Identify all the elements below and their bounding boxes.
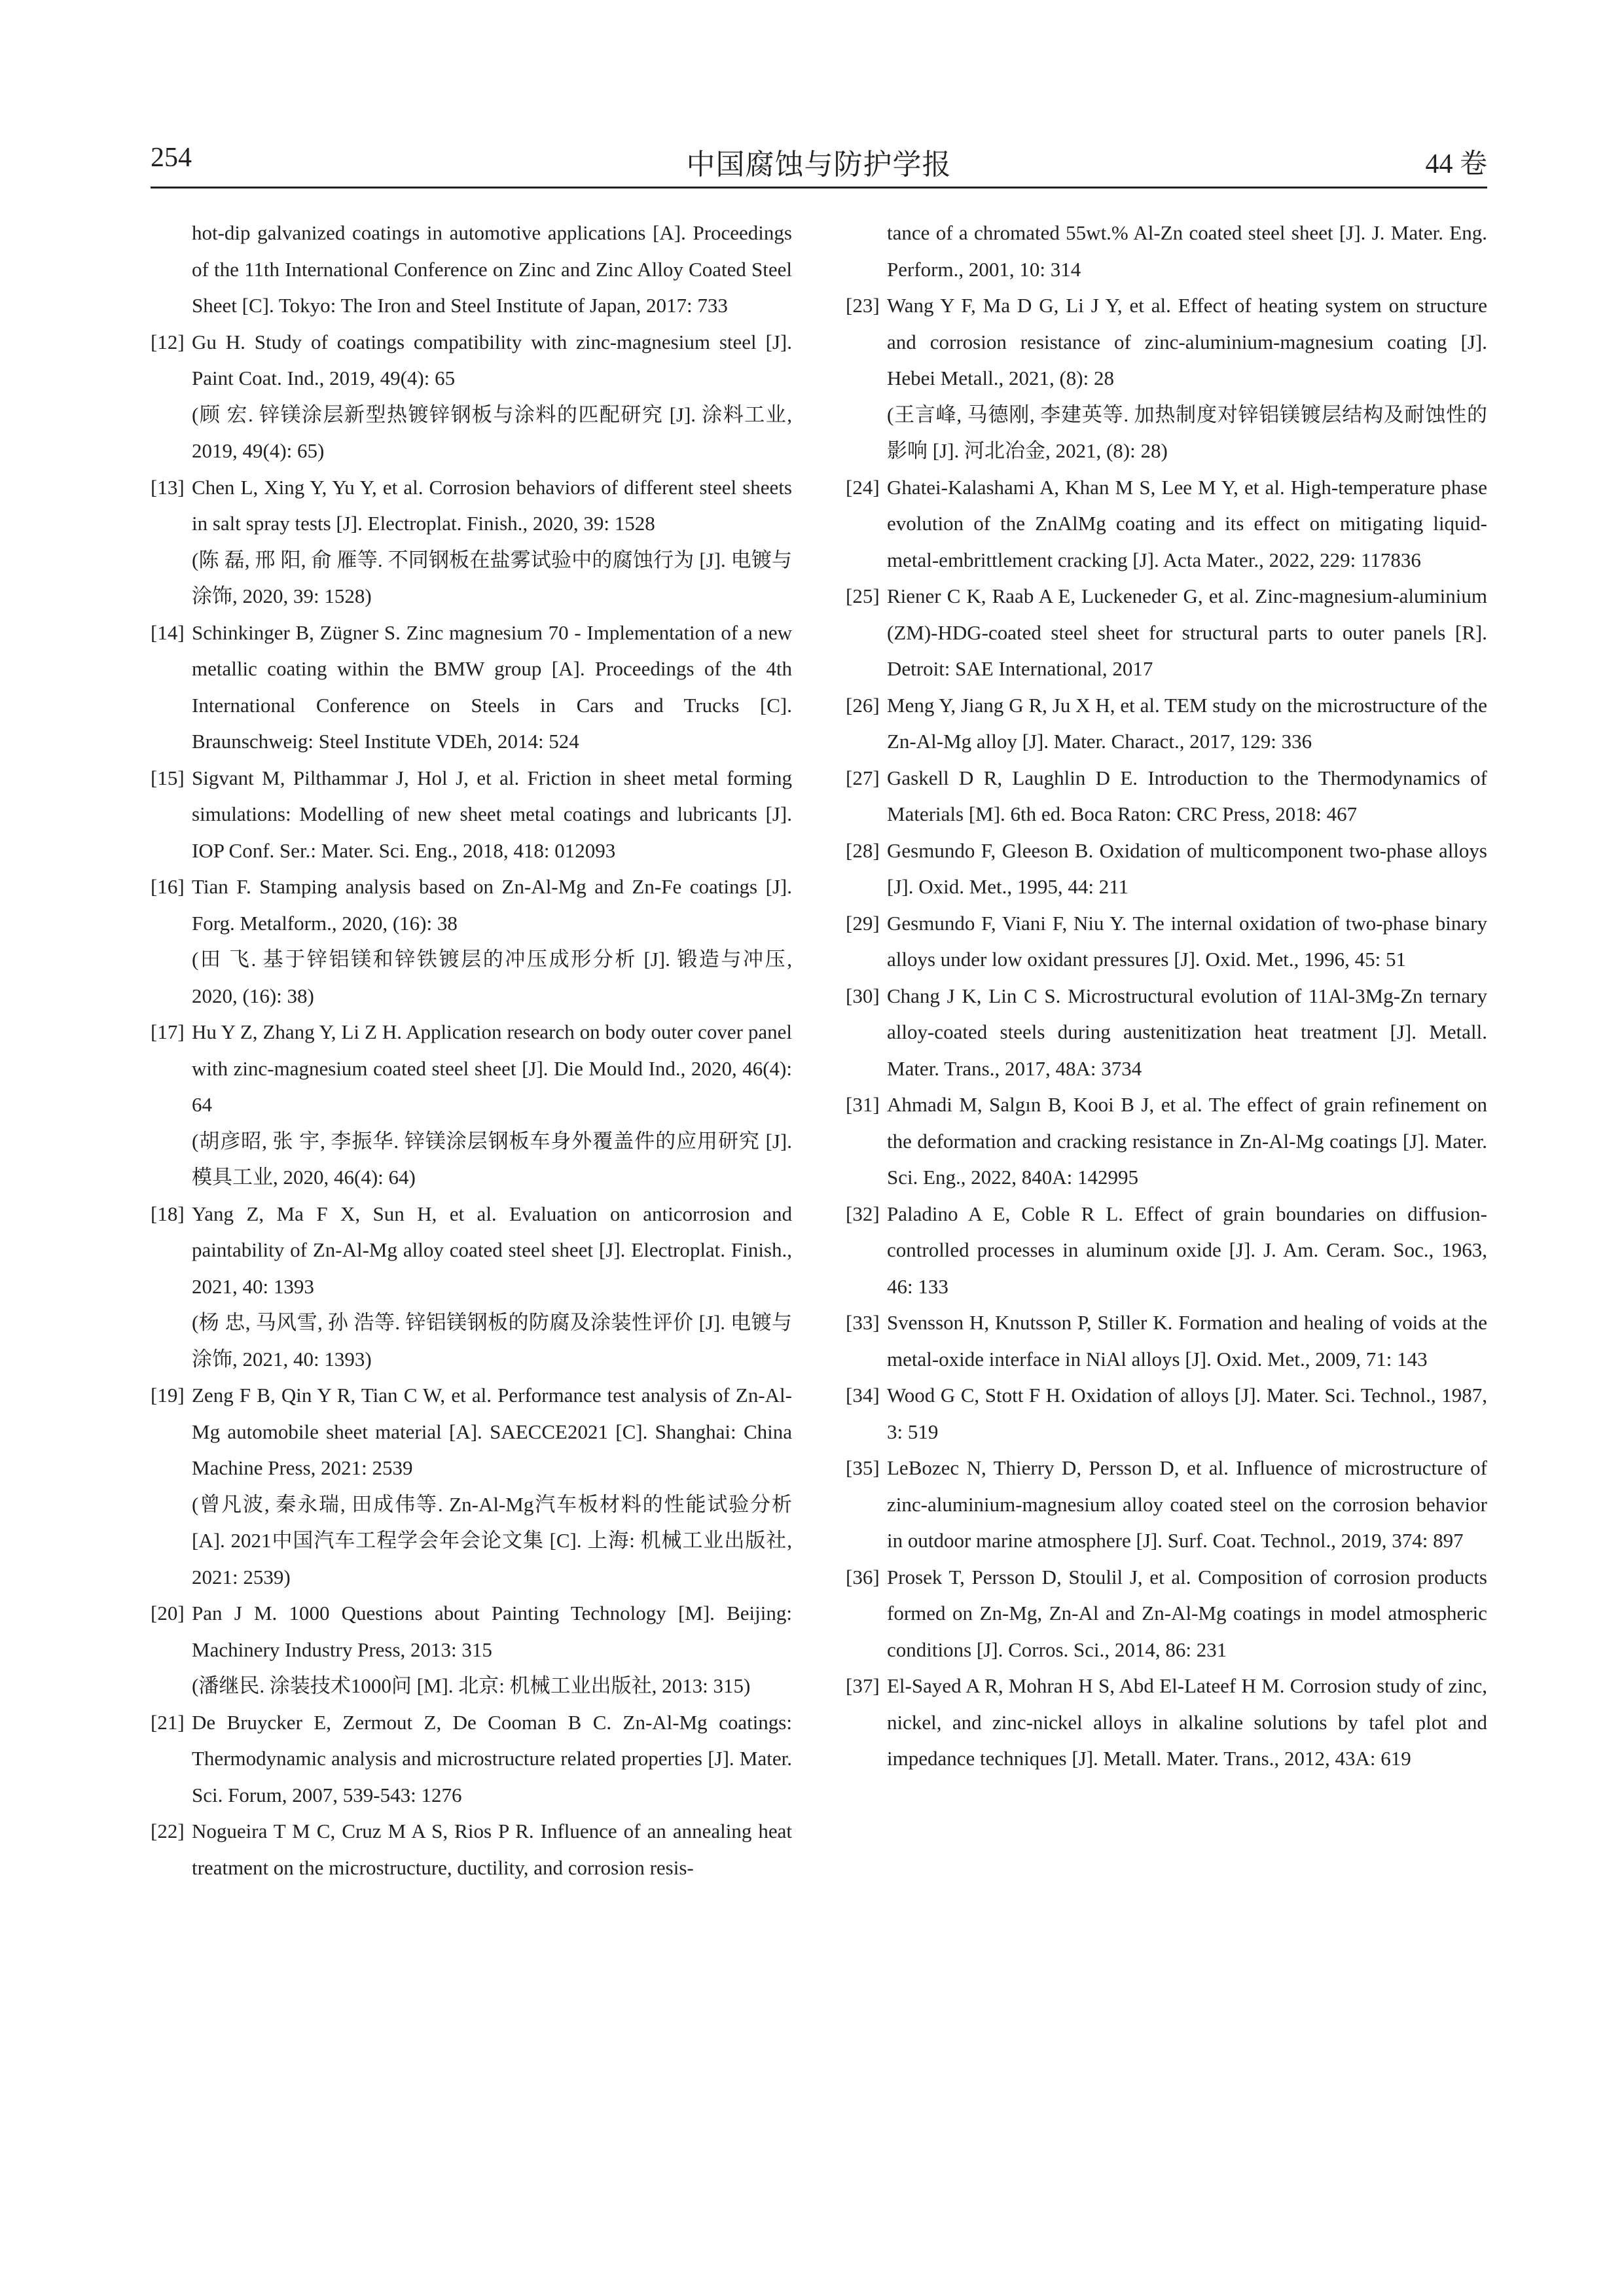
reference-number: [12] xyxy=(151,330,185,353)
reference-text: Gesmundo F, Viani F, Niu Y. The internal oxidation of two-phase binary alloys under low oxidant pressures [J]. Oxid. Met., 1996, 45: 51 xyxy=(887,911,1487,971)
reference-item xyxy=(151,1704,792,1814)
reference-chinese-text: (曾凡波, 秦永瑞, 田成伟等. Zn-Al-Mg汽车板材料的性能试验分析 [A]. 2021中国汽车工程学会年会论文集 [C]. 上海: 机械工业出版社, 2021: 2539) xyxy=(192,1492,792,1588)
reference-item xyxy=(151,760,792,869)
reference-text: Svensson H, Knutsson P, Stiller K. Formation and healing of voids at the metal-oxide interface in NiAl alloys [J]. Oxid. Met., 2009, 71: 143 xyxy=(887,1311,1487,1371)
reference-number: [31] xyxy=(846,1093,880,1116)
reference-item xyxy=(846,1559,1487,1668)
reference-item xyxy=(846,469,1487,579)
reference-chinese-text: (潘继民. 涂装技术1000问 [M]. 北京: 机械工业出版社, 2013: 315) xyxy=(192,1674,751,1697)
reference-item xyxy=(846,1086,1487,1196)
references-right-column xyxy=(846,215,1487,1777)
reference-number: [20] xyxy=(151,1602,185,1624)
reference-item xyxy=(846,578,1487,687)
reference-text: Gaskell D R, Laughlin D E. Introduction to the Thermodynamics of Materials [M]. 6th ed. Boca Raton: CRC Press, 2018: 467 xyxy=(887,766,1487,825)
reference-number: [32] xyxy=(846,1202,880,1225)
reference-number: [25] xyxy=(846,584,880,607)
reference-number: [37] xyxy=(846,1674,880,1697)
reference-item xyxy=(846,215,1487,287)
reference-text: Paladino A E, Coble R L. Effect of grain boundaries on diffusion-controlled processes in aluminum oxide [J]. J. Am. Ceram. Soc., 1963, 46: 133 xyxy=(887,1202,1487,1298)
page-header xyxy=(151,134,1487,188)
reference-number: [30] xyxy=(846,984,880,1007)
reference-item xyxy=(151,1813,792,1886)
reference-chinese-text: (顾 宏. 锌镁涂层新型热镀锌钢板与涂料的匹配研究 [J]. 涂料工业, 2019, 49(4): 65) xyxy=(192,403,792,462)
reference-number: [28] xyxy=(846,838,880,862)
reference-item xyxy=(151,869,792,1014)
reference-item xyxy=(846,287,1487,469)
reference-text: Wang Y F, Ma D G, Li J Y, et al. Effect of heating system on structure and corrosion resistance of zinc-aluminium-magnesium coating [J]. Hebei Metall., 2021, (8): 28 xyxy=(887,294,1487,389)
reference-number: [29] xyxy=(846,911,880,935)
volume-label: 44 卷 xyxy=(1425,149,1487,179)
reference-number: [24] xyxy=(846,475,880,499)
reference-number: [16] xyxy=(151,875,185,898)
reference-item xyxy=(846,978,1487,1087)
reference-text: Hu Y Z, Zhang Y, Li Z H. Application research on body outer cover panel with zinc-magnesium coated steel sheet [J]. Die Mould Ind., 2020, 46(4): 64 xyxy=(192,1020,792,1116)
page-number: 254 xyxy=(151,143,192,173)
reference-number: [34] xyxy=(846,1384,880,1407)
reference-number: [26] xyxy=(846,693,880,717)
reference-number: [13] xyxy=(151,475,185,499)
reference-text: Sigvant M, Pilthammar J, Hol J, et al. Friction in sheet metal forming simulations: Modelling of new sheet metal coatings and lubricants [J]. IOP Conf. Ser.: Mater. Sci. Eng., 2018, 418: 012093 xyxy=(192,766,792,862)
reference-text: Nogueira T M C, Cruz M A S, Rios P R. Influence of an annealing heat treatment on the microstructure, ductility, and corrosion resis- xyxy=(192,1820,792,1879)
reference-text: tance of a chromated 55wt.% Al-Zn coated steel sheet [J]. J. Mater. Eng. Perform., 2001, 10: 314 xyxy=(887,221,1487,281)
reference-item xyxy=(846,905,1487,978)
reference-text: Gu H. Study of coatings compatibility with zinc-magnesium steel [J]. Paint Coat. Ind., 2019, 49(4): 65 xyxy=(192,330,792,389)
references-left-column xyxy=(151,215,792,1886)
reference-chinese-text: (陈 磊, 邢 阳, 俞 雁等. 不同钢板在盐雾试验中的腐蚀行为 [J]. 电镀与涂饰, 2020, 39: 1528) xyxy=(192,548,792,607)
reference-text: Zeng F B, Qin Y R, Tian C W, et al. Performance test analysis of Zn-Al-Mg automobile sheet material [A]. SAECCE2021 [C]. Shanghai: China Machine Press, 2021: 2539 xyxy=(192,1384,792,1479)
reference-number: [21] xyxy=(151,1710,185,1734)
reference-item xyxy=(151,324,792,469)
reference-text: Chang J K, Lin C S. Microstructural evolution of 11Al-3Mg-Zn ternary alloy-coated steels during austenitization heat treatment [J]. Metall. Mater. Trans., 2017, 48A: 3734 xyxy=(887,984,1487,1080)
reference-text: Chen L, Xing Y, Yu Y, et al. Corrosion behaviors of different steel sheets in salt spray tests [J]. Electroplat. Finish., 2020, 39: 1528 xyxy=(192,475,792,535)
reference-item xyxy=(151,469,792,615)
reference-item xyxy=(846,687,1487,760)
reference-number: [33] xyxy=(846,1311,880,1334)
reference-chinese-text: (田 飞. 基于锌铝镁和锌铁镀层的冲压成形分析 [J]. 锻造与冲压, 2020, (16): 38) xyxy=(192,948,792,1007)
reference-item xyxy=(151,1377,792,1595)
reference-text: Schinkinger B, Zügner S. Zinc magnesium 70 - Implementation of a new metallic coating within the BMW group [A]. Proceedings of the 4th International Conference on Steels in Cars and Trucks [C]. Braunschweig: Steel Institute VDEh, 2014: 524 xyxy=(192,620,792,753)
reference-text: Ghatei-Kalashami A, Khan M S, Lee M Y, et al. High-temperature phase evolution of the ZnAlMg coating and its effect on mitigating liquid-metal-embrittlement cracking [J]. Acta Mater., 2022, 229: 117836 xyxy=(887,475,1487,571)
reference-number: [18] xyxy=(151,1202,185,1225)
reference-text: Gesmundo F, Gleeson B. Oxidation of multicomponent two-phase alloys [J]. Oxid. Met., 1995, 44: 211 xyxy=(887,838,1487,898)
reference-item xyxy=(151,215,792,324)
reference-item xyxy=(846,760,1487,833)
reference-item xyxy=(846,1304,1487,1377)
reference-text: El-Sayed A R, Mohran H S, Abd El-Lateef H M. Corrosion study of zinc, nickel, and zinc-nickel alloys in alkaline solutions by tafel plot and impedance techniques [J]. Metall. Mater. Trans., 2012, 43A: 619 xyxy=(887,1674,1487,1770)
reference-text: Yang Z, Ma F X, Sun H, et al. Evaluation on anticorrosion and paintability of Zn-Al-Mg alloy coated steel sheet [J]. Electroplat. Finish., 2021, 40: 1393 xyxy=(192,1202,792,1298)
reference-item xyxy=(151,1595,792,1704)
reference-number: [17] xyxy=(151,1020,185,1043)
reference-number: [15] xyxy=(151,766,185,789)
reference-text: hot-dip galvanized coatings in automotive applications [A]. Proceedings of the 11th International Conference on Zinc and Zinc Alloy Coated Steel Sheet [C]. Tokyo: The Iron and Steel Institute of Japan, 2017: 733 xyxy=(192,221,792,317)
reference-item xyxy=(846,833,1487,905)
reference-number: [22] xyxy=(151,1820,185,1842)
reference-text: Riener C K, Raab A E, Luckeneder G, et al. Zinc-magnesium-aluminium (ZM)-HDG-coated steel sheet for structural parts to outer panels [R]. Detroit: SAE International, 2017 xyxy=(887,584,1487,680)
reference-item xyxy=(151,1014,792,1196)
reference-text: LeBozec N, Thierry D, Persson D, et al. Influence of microstructure of zinc-aluminium-magnesium alloy coated steel on the corrosion behavior in outdoor marine atmosphere [J]. Surf. Coat. Technol., 2019, 374: 897 xyxy=(887,1456,1487,1552)
reference-text: Wood G C, Stott F H. Oxidation of alloys [J]. Mater. Sci. Technol., 1987, 3: 519 xyxy=(887,1384,1487,1443)
reference-item xyxy=(151,615,792,760)
reference-text: Tian F. Stamping analysis based on Zn-Al-Mg and Zn-Fe coatings [J]. Forg. Metalform., 2020, (16): 38 xyxy=(192,875,792,935)
reference-number: [35] xyxy=(846,1456,880,1479)
reference-chinese-text: (杨 忠, 马风雪, 孙 浩等. 锌铝镁钢板的防腐及涂装性评价 [J]. 电镀与涂饰, 2021, 40: 1393) xyxy=(192,1311,792,1371)
reference-number: [19] xyxy=(151,1384,185,1407)
journal-title: 中国腐蚀与防护学报 xyxy=(686,149,952,181)
reference-item xyxy=(846,1668,1487,1777)
reference-item xyxy=(846,1377,1487,1450)
reference-item xyxy=(846,1450,1487,1559)
reference-text: Pan J M. 1000 Questions about Painting Technology [M]. Beijing: Machinery Industry Press, 2013: 315 xyxy=(192,1602,792,1661)
reference-text: Ahmadi M, Salgın B, Kooi B J, et al. The effect of grain refinement on the deformation and cracking resistance in Zn-Al-Mg coatings [J]. Mater. Sci. Eng., 2022, 840A: 142995 xyxy=(887,1093,1487,1189)
reference-chinese-text: (王言峰, 马德刚, 李建英等. 加热制度对锌铝镁镀层结构及耐蚀性的影响 [J]. 河北冶金, 2021, (8): 28) xyxy=(887,403,1487,462)
reference-number: [23] xyxy=(846,294,880,317)
reference-number: [27] xyxy=(846,766,880,789)
reference-text: Prosek T, Persson D, Stoulil J, et al. Composition of corrosion products formed on Zn-Mg, Zn-Al and Zn-Al-Mg coatings in model atmospheric conditions [J]. Corros. Sci., 2014, 86: 231 xyxy=(887,1565,1487,1661)
reference-item xyxy=(151,1196,792,1378)
reference-number: [36] xyxy=(846,1565,880,1588)
reference-item xyxy=(846,1196,1487,1305)
reference-chinese-text: (胡彦昭, 张 宇, 李振华. 锌镁涂层钢板车身外覆盖件的应用研究 [J]. 模具工业, 2020, 46(4): 64) xyxy=(192,1129,792,1189)
reference-number: [14] xyxy=(151,620,185,644)
reference-text: Meng Y, Jiang G R, Ju X H, et al. TEM study on the microstructure of the Zn-Al-Mg alloy [J]. Mater. Charact., 2017, 129: 336 xyxy=(887,693,1487,753)
reference-text: De Bruycker E, Zermout Z, De Cooman B C. Zn-Al-Mg coatings: Thermodynamic analysis and microstructure related properties [J]. Mater. Sci. Forum, 2007, 539-543: 1276 xyxy=(192,1710,792,1806)
